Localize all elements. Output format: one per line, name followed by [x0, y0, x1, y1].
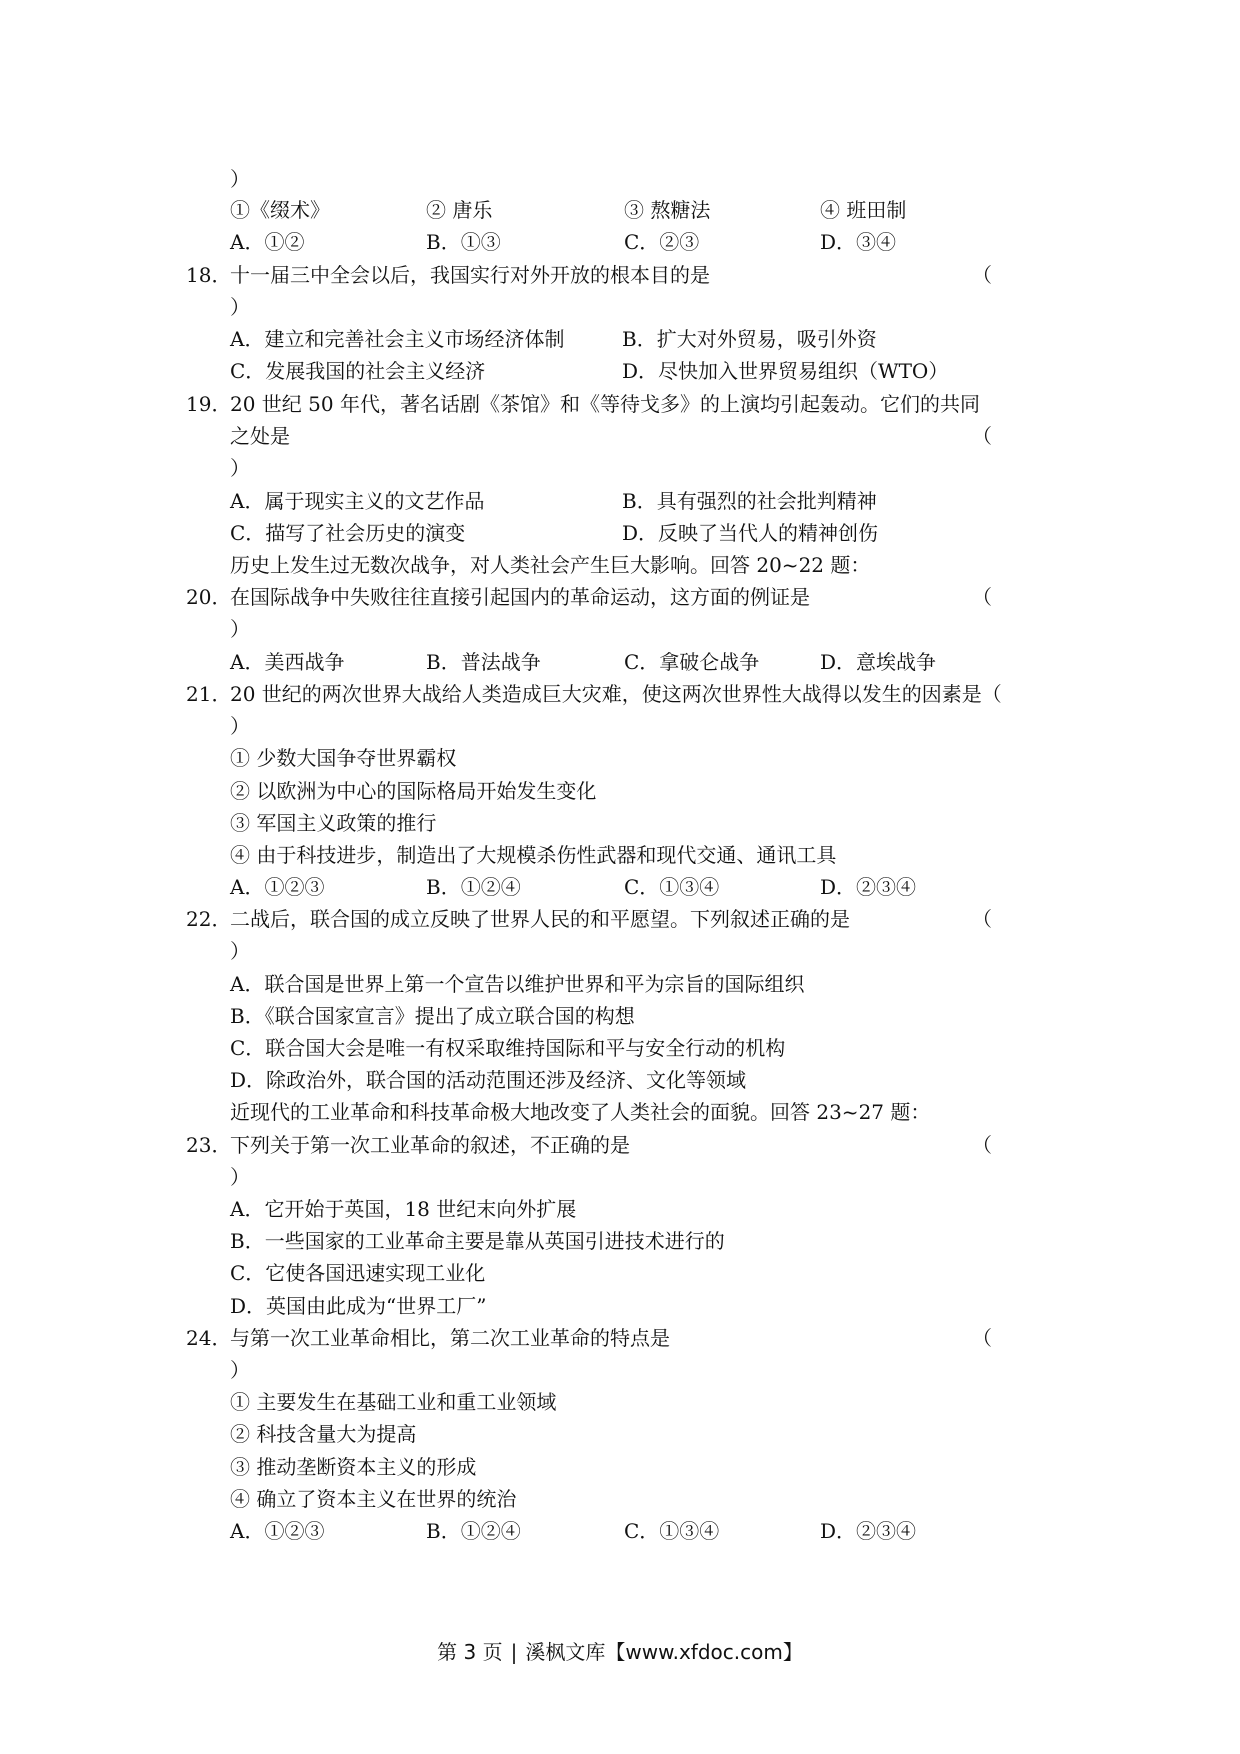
- q23-stem: 下列关于第一次工业革命的叙述，不正确的是: [230, 1133, 630, 1157]
- q22-option-c: C．联合国大会是唯一有权采取维持国际和平与安全行动的机构: [230, 1036, 786, 1060]
- q20-number: 20．: [186, 585, 232, 609]
- q18-open-paren: （: [972, 263, 992, 287]
- q21-stem: 20 世纪的两次世界大战给人类造成巨大灾难，使这两次世界性大战得以发生的因素是（: [230, 682, 1002, 706]
- q24-item-1: ① 主要发生在基础工业和重工业领域: [230, 1390, 557, 1414]
- q23-option-a: A．它开始于英国，18 世纪末向外扩展: [230, 1197, 577, 1221]
- library-link[interactable]: 溪枫文库【www.xfdoc.com】: [525, 1640, 803, 1664]
- q19-close-paren: ）: [230, 456, 250, 480]
- q19-option-b: B．具有强烈的社会批判精神: [622, 489, 877, 513]
- q19-option-c: C．描写了社会历史的演变: [230, 521, 466, 545]
- q20-open-paren: （: [972, 585, 992, 609]
- q18-option-c: C．发展我国的社会主义经济: [230, 359, 486, 383]
- q19-option-a: A．属于现实主义的文艺作品: [230, 489, 485, 513]
- q17-close-paren: ）: [230, 167, 250, 191]
- q24-option-a: A．①②③: [230, 1519, 325, 1543]
- footer-separator: |: [510, 1640, 518, 1664]
- q23-option-b: B．一些国家的工业革命主要是靠从英国引进技术进行的: [230, 1229, 725, 1253]
- q21-option-a: A．①②③: [230, 875, 325, 899]
- q24-close-paren: ）: [230, 1358, 250, 1382]
- q17-item-1: ①《缀术》: [230, 198, 330, 222]
- q22-option-d: D．除政治外，联合国的活动范围还涉及经济、文化等领域: [230, 1068, 747, 1092]
- q24-option-b: B．①②④: [426, 1519, 521, 1543]
- q21-option-c: C．①③④: [624, 875, 720, 899]
- q19-open-paren: （: [972, 424, 992, 448]
- section-intro-23-27: 近现代的工业革命和科技革命极大地改变了人类社会的面貌。回答 23~27 题：: [230, 1100, 931, 1124]
- q17-option-d: D．③④: [820, 230, 897, 254]
- q19-stem-line-1: 20 世纪 50 年代，著名话剧《茶馆》和《等待戈多》的上演均引起轰动。它们的共同: [230, 392, 980, 416]
- q20-option-b: B．普法战争: [426, 650, 541, 674]
- q24-item-2: ② 科技含量大为提高: [230, 1422, 417, 1446]
- q21-number: 21．: [186, 682, 232, 706]
- q22-stem: 二战后，联合国的成立反映了世界人民的和平愿望。下列叙述正确的是: [230, 907, 850, 931]
- q24-item-3: ③ 推动垄断资本主义的形成: [230, 1455, 477, 1479]
- q24-number: 24．: [186, 1326, 232, 1350]
- section-intro-20-22: 历史上发生过无数次战争，对人类社会产生巨大影响。回答 20~22 题：: [230, 553, 871, 577]
- q23-option-c: C．它使各国迅速实现工业化: [230, 1261, 486, 1285]
- q21-option-d: D．②③④: [820, 875, 917, 899]
- q24-item-4: ④ 确立了资本主义在世界的统治: [230, 1487, 517, 1511]
- q18-stem: 十一届三中全会以后，我国实行对外开放的根本目的是: [230, 263, 710, 287]
- q18-close-paren: ）: [230, 295, 250, 319]
- q21-option-b: B．①②④: [426, 875, 521, 899]
- q21-close-paren: ）: [230, 714, 250, 738]
- q21-item-4: ④ 由于科技进步，制造出了大规模杀伤性武器和现代交通、通讯工具: [230, 843, 837, 867]
- q21-item-1: ① 少数大国争夺世界霸权: [230, 746, 457, 770]
- q21-item-3: ③ 军国主义政策的推行: [230, 811, 437, 835]
- q22-option-b: B．《联合国家宣言》提出了成立联合国的构想: [230, 1004, 635, 1028]
- q20-option-c: C．拿破仑战争: [624, 650, 760, 674]
- q23-option-d: D．英国由此成为“世界工厂”: [230, 1294, 487, 1318]
- q23-close-paren: ）: [230, 1165, 250, 1189]
- q17-option-a: A．①②: [230, 230, 305, 254]
- q19-option-d: D．反映了当代人的精神创伤: [622, 521, 879, 545]
- q17-option-c: C．②③: [624, 230, 700, 254]
- q19-number: 19．: [186, 392, 232, 416]
- q24-open-paren: （: [972, 1326, 992, 1350]
- q23-number: 23．: [186, 1133, 232, 1157]
- q18-option-a: A．建立和完善社会主义市场经济体制: [230, 327, 565, 351]
- q24-option-c: C．①③④: [624, 1519, 720, 1543]
- q22-close-paren: ）: [230, 939, 250, 963]
- q20-close-paren: ）: [230, 617, 250, 641]
- q22-option-a: A．联合国是世界上第一个宣告以维护世界和平为宗旨的国际组织: [230, 972, 805, 996]
- q20-option-a: A．美西战争: [230, 650, 345, 674]
- q18-option-b: B．扩大对外贸易，吸引外资: [622, 327, 877, 351]
- q24-option-d: D．②③④: [820, 1519, 917, 1543]
- q24-stem: 与第一次工业革命相比，第二次工业革命的特点是: [230, 1326, 670, 1350]
- q23-open-paren: （: [972, 1133, 992, 1157]
- q22-open-paren: （: [972, 907, 992, 931]
- q17-item-4: ④ 班田制: [820, 198, 907, 222]
- q18-number: 18．: [186, 263, 232, 287]
- q20-stem: 在国际战争中失败往往直接引起国内的革命运动，这方面的例证是: [230, 585, 810, 609]
- q17-item-3: ③ 熬糖法: [624, 198, 711, 222]
- q17-option-b: B．①③: [426, 230, 501, 254]
- page-footer: [0, 1636, 1240, 1665]
- q22-number: 22．: [186, 907, 232, 931]
- q18-option-d: D．尽快加入世界贸易组织（WTO）: [622, 359, 949, 383]
- q17-item-2: ② 唐乐: [426, 198, 493, 222]
- q20-option-d: D．意埃战争: [820, 650, 937, 674]
- q21-item-2: ② 以欧洲为中心的国际格局开始发生变化: [230, 779, 597, 803]
- q19-stem-line-2: 之处是: [230, 424, 290, 448]
- page-number: 第 3 页: [437, 1640, 503, 1664]
